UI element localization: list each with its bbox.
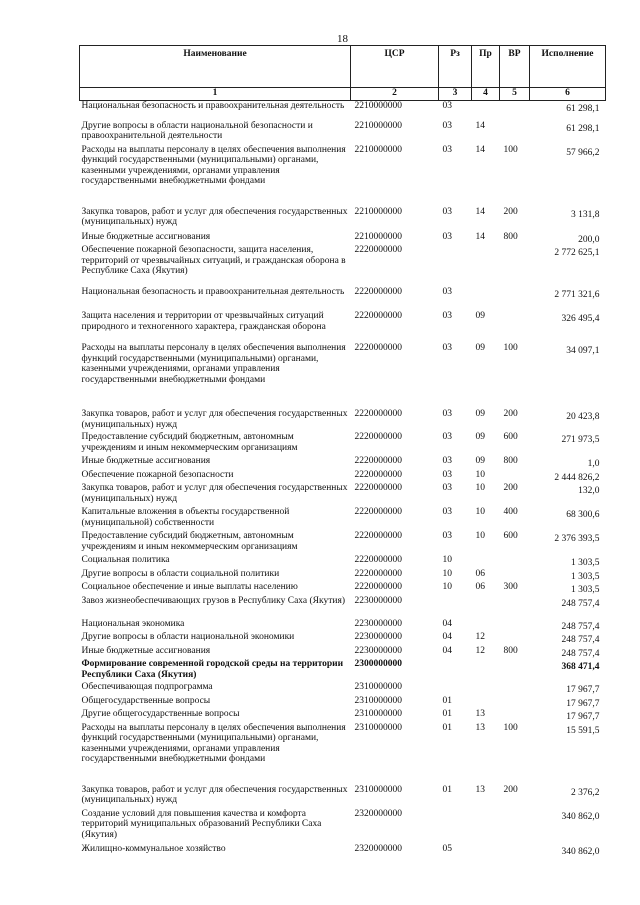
column-number: 5 xyxy=(500,88,530,101)
table-row xyxy=(80,659,606,682)
row-pr: 14 xyxy=(475,206,485,217)
row-vr xyxy=(500,287,530,311)
row-vr xyxy=(500,659,530,682)
table-row xyxy=(80,232,606,246)
row-amount: 248 757,4 xyxy=(561,648,600,659)
row-amount: 61 298,1 xyxy=(566,123,600,134)
row-amount: 2 376,2 xyxy=(571,787,600,798)
row-pr xyxy=(472,245,500,287)
row-vr xyxy=(500,569,530,583)
row-name: Закупка товаров, работ и услуг для обеспечения государственных (муниципальных) нужд xyxy=(81,206,348,227)
row-vr xyxy=(500,709,530,723)
row-vr xyxy=(500,844,530,858)
table-row xyxy=(80,456,606,470)
row-amount: 248 757,4 xyxy=(561,635,600,645)
row-pr: 13 xyxy=(475,784,485,795)
row-pr: 09 xyxy=(475,311,485,321)
row-rz: 04 xyxy=(442,618,452,629)
row-pr xyxy=(472,555,500,569)
row-rz: 03 xyxy=(442,231,452,242)
row-vr: 300 xyxy=(503,582,518,592)
row-amount: 1 303,5 xyxy=(571,571,600,582)
row-name: Предоставление субсидий бюджетным, автономным учреждениям и иным некоммерческим организациям xyxy=(81,432,298,453)
row-pr xyxy=(472,619,500,633)
row-amount: 1 303,5 xyxy=(571,585,600,595)
row-amount: 2 771 321,6 xyxy=(554,290,600,300)
row-code: 2230000000 xyxy=(354,632,402,642)
row-name: Закупка товаров, работ и услуг для обеспечения государственных (муниципальных) нужд xyxy=(81,784,348,805)
row-code: 2210000000 xyxy=(354,120,402,131)
header-name: Наименование xyxy=(80,46,351,88)
row-pr xyxy=(472,844,500,858)
row-pr: 10 xyxy=(475,507,485,517)
row-code: 2300000000 xyxy=(354,659,402,669)
row-amount: 61 298,1 xyxy=(566,104,600,114)
table-row xyxy=(80,432,606,456)
row-rz: 05 xyxy=(442,843,452,854)
row-rz: 03 xyxy=(442,531,452,541)
row-pr xyxy=(472,101,500,121)
row-code: 2320000000 xyxy=(354,843,402,854)
row-name: Формирование современной городской среды на территории Республики Саха (Якутия) xyxy=(81,659,344,680)
table-row xyxy=(80,632,606,646)
table-row xyxy=(80,596,606,619)
row-vr: 800 xyxy=(503,645,518,656)
row-vr: 200 xyxy=(503,483,518,493)
row-vr xyxy=(500,682,530,696)
table-row xyxy=(80,507,606,531)
row-code: 2230000000 xyxy=(354,618,402,629)
row-code: 2220000000 xyxy=(354,469,402,480)
row-vr xyxy=(500,101,530,121)
row-pr: 09 xyxy=(475,343,485,353)
row-code: 2220000000 xyxy=(354,531,402,541)
row-name: Социальная политика xyxy=(81,555,170,565)
table-row xyxy=(80,245,606,287)
row-rz: 03 xyxy=(442,483,452,493)
row-rz: 01 xyxy=(442,709,452,719)
row-amount: 34 097,1 xyxy=(566,346,600,356)
row-pr: 14 xyxy=(475,231,485,242)
row-name: Создание условий для повышения качества и комфорта территорий муниципальных образований Республики Саха (Якутия) xyxy=(81,808,322,840)
row-pr: 06 xyxy=(475,582,485,592)
row-vr xyxy=(500,245,530,287)
row-rz: 03 xyxy=(442,287,452,297)
row-code: 2230000000 xyxy=(354,595,402,606)
row-amount: 271 973,5 xyxy=(561,435,600,445)
row-vr: 200 xyxy=(503,784,518,795)
row-code: 2230000000 xyxy=(354,645,402,656)
row-name: Общегосударственные вопросы xyxy=(81,695,211,706)
row-rz: 01 xyxy=(442,722,452,733)
row-vr xyxy=(500,596,530,619)
row-code: 2220000000 xyxy=(354,483,402,493)
column-number: 3 xyxy=(439,88,472,101)
row-amount: 132,0 xyxy=(578,486,600,496)
table-row xyxy=(80,844,606,858)
row-vr: 800 xyxy=(503,456,518,466)
row-vr: 600 xyxy=(503,432,518,442)
row-name: Обеспечивающая подпрограмма xyxy=(81,682,213,692)
row-vr: 100 xyxy=(503,343,518,353)
table-row xyxy=(80,145,606,207)
row-code: 2210000000 xyxy=(354,144,402,155)
row-vr xyxy=(500,470,530,484)
row-rz xyxy=(439,809,472,844)
row-vr: 400 xyxy=(503,507,518,517)
row-pr: 09 xyxy=(475,409,485,419)
row-name: Другие вопросы в области социальной политики xyxy=(81,568,280,579)
row-amount: 1 303,5 xyxy=(571,558,600,568)
row-rz: 04 xyxy=(442,645,452,656)
row-rz: 10 xyxy=(442,555,452,565)
table-row xyxy=(80,470,606,484)
row-amount: 20 423,8 xyxy=(566,412,600,422)
row-code: 2220000000 xyxy=(354,409,402,419)
row-name: Иные бюджетные ассигнования xyxy=(81,645,211,656)
row-pr xyxy=(472,287,500,311)
table-row xyxy=(80,101,606,121)
row-name: Предоставление субсидий бюджетным, автономным учреждениям и иным некоммерческим организациям xyxy=(81,531,298,552)
row-amount: 2 376 393,5 xyxy=(554,534,600,544)
row-name: Расходы на выплаты персоналу в целях обеспечения выполнения функций государственными (муниципальными) органами, казенными учреждениями, органами управления государственными внебюджетными фондами xyxy=(81,343,346,385)
row-rz: 10 xyxy=(442,568,452,579)
row-rz: 03 xyxy=(442,311,452,321)
row-pr: 14 xyxy=(475,144,485,155)
row-code: 2220000000 xyxy=(354,456,402,466)
header-csr: ЦСР xyxy=(351,46,439,88)
table-row xyxy=(80,709,606,723)
table-row xyxy=(80,809,606,844)
row-name: Расходы на выплаты персоналу в целях обеспечения выполнения функций государственными (муниципальными) органами, казенными учреждениями, органами управления государственными внебюджетными фондами xyxy=(81,144,346,186)
table-row xyxy=(80,619,606,633)
budget-table xyxy=(79,45,606,857)
row-amount: 17 967,7 xyxy=(566,698,600,709)
row-name: Другие общегосударственные вопросы xyxy=(81,709,240,719)
row-name: Расходы на выплаты персоналу в целях обеспечения выполнения функций государственными (муниципальными) органами, казенными учреждениями, органами управления государственными внебюджетными фондами xyxy=(81,722,346,764)
row-pr: 12 xyxy=(475,645,485,656)
row-code: 2310000000 xyxy=(354,722,402,733)
row-code: 2310000000 xyxy=(354,784,402,795)
row-vr: 100 xyxy=(503,144,518,155)
row-rz: 01 xyxy=(442,695,452,706)
row-rz: 03 xyxy=(442,456,452,466)
row-code: 2220000000 xyxy=(354,245,402,255)
row-code: 2210000000 xyxy=(354,206,402,217)
row-pr xyxy=(472,696,500,710)
row-code: 2220000000 xyxy=(354,555,402,565)
row-vr xyxy=(500,311,530,343)
row-name: Социальное обеспечение и иные выплаты населению xyxy=(81,582,298,592)
header-pr: Пр xyxy=(472,46,500,88)
table-row xyxy=(80,121,606,145)
page-number: 18 xyxy=(337,33,348,45)
row-rz: 03 xyxy=(442,120,452,131)
row-pr xyxy=(472,682,500,696)
header-exec: Исполнение xyxy=(530,46,606,88)
row-code: 2220000000 xyxy=(354,568,402,579)
table-row xyxy=(80,696,606,710)
table-row xyxy=(80,682,606,696)
row-pr xyxy=(472,659,500,682)
row-pr xyxy=(472,596,500,619)
row-amount: 3 131,8 xyxy=(571,209,600,220)
row-amount: 2 772 625,1 xyxy=(554,248,600,258)
row-name: Закупка товаров, работ и услуг для обеспечения государственных (муниципальных) нужд xyxy=(81,409,348,430)
table-row xyxy=(80,646,606,660)
row-code: 2220000000 xyxy=(354,582,402,592)
row-name: Национальная безопасность и правоохранительная деятельность xyxy=(81,101,345,111)
row-rz: 01 xyxy=(442,784,452,795)
row-rz: 04 xyxy=(442,632,452,642)
row-code: 2220000000 xyxy=(354,311,402,321)
row-rz xyxy=(439,659,472,682)
row-amount: 200,0 xyxy=(578,234,600,245)
row-rz xyxy=(439,596,472,619)
row-code: 2220000000 xyxy=(354,432,402,442)
row-name: Обеспечение пожарной безопасности xyxy=(81,469,234,480)
column-number-row xyxy=(80,88,606,101)
table-row xyxy=(80,311,606,343)
row-amount: 340 862,0 xyxy=(561,846,600,857)
row-vr xyxy=(500,696,530,710)
row-vr xyxy=(500,121,530,145)
row-vr: 200 xyxy=(503,206,518,217)
row-pr: 13 xyxy=(475,709,485,719)
table-row xyxy=(80,531,606,555)
row-rz: 03 xyxy=(442,409,452,419)
row-vr xyxy=(500,809,530,844)
row-amount: 1,0 xyxy=(587,459,600,469)
row-name: Обеспечение пожарной безопасности, защита населения, территорий от чрезвычайных ситуаций, и гражданская оборона в Республике Саха (Якутия) xyxy=(81,245,346,276)
table-row xyxy=(80,207,606,232)
row-name: Национальная экономика xyxy=(81,618,185,629)
table-row xyxy=(80,555,606,569)
row-amount: 248 757,4 xyxy=(561,621,600,632)
row-rz: 10 xyxy=(442,582,452,592)
column-number: 2 xyxy=(351,88,439,101)
row-vr: 800 xyxy=(503,231,518,242)
header-rz: Рз xyxy=(439,46,472,88)
row-code: 2310000000 xyxy=(354,695,402,706)
row-vr xyxy=(500,555,530,569)
row-rz: 03 xyxy=(442,206,452,217)
row-code: 2210000000 xyxy=(354,101,402,111)
row-code: 2220000000 xyxy=(354,507,402,517)
row-name: Защита населения и территории от чрезвычайных ситуаций природного и техногенного характера, гражданская оборона xyxy=(81,311,326,332)
row-amount: 248 757,4 xyxy=(561,598,600,609)
row-rz xyxy=(439,245,472,287)
row-amount: 15 591,5 xyxy=(566,725,600,736)
row-pr: 14 xyxy=(475,120,485,131)
row-amount: 68 300,6 xyxy=(566,510,600,520)
row-pr: 10 xyxy=(475,531,485,541)
column-number: 4 xyxy=(472,88,500,101)
row-code: 2320000000 xyxy=(354,808,402,819)
table-header-row xyxy=(80,46,606,88)
row-amount: 17 967,7 xyxy=(566,712,600,722)
row-code: 2220000000 xyxy=(354,287,402,297)
row-rz: 03 xyxy=(442,343,452,353)
table-row xyxy=(80,569,606,583)
row-amount: 368 471,4 xyxy=(561,662,600,672)
table-row xyxy=(80,287,606,311)
row-pr: 12 xyxy=(475,632,485,642)
row-pr xyxy=(472,809,500,844)
row-code: 2210000000 xyxy=(354,231,402,242)
table-row xyxy=(80,343,606,409)
row-code: 2310000000 xyxy=(354,682,402,692)
row-pr: 10 xyxy=(475,483,485,493)
row-pr: 13 xyxy=(475,722,485,733)
row-pr: 10 xyxy=(475,469,485,480)
row-vr xyxy=(500,632,530,646)
row-pr: 09 xyxy=(475,432,485,442)
row-name: Капитальные вложения в объекты государственной (муниципальной) собственности xyxy=(81,507,290,528)
row-name: Иные бюджетные ассигнования xyxy=(81,231,211,242)
column-number: 1 xyxy=(80,88,351,101)
row-name: Закупка товаров, работ и услуг для обеспечения государственных (муниципальных) нужд xyxy=(81,483,348,504)
row-vr: 100 xyxy=(503,722,518,733)
table-row xyxy=(80,785,606,809)
row-pr: 09 xyxy=(475,456,485,466)
row-vr: 600 xyxy=(503,531,518,541)
row-amount: 57 966,2 xyxy=(566,147,600,158)
row-vr xyxy=(500,619,530,633)
table-row xyxy=(80,582,606,596)
table-row xyxy=(80,409,606,432)
row-rz: 03 xyxy=(442,507,452,517)
column-number: 6 xyxy=(530,88,606,101)
row-amount: 17 967,7 xyxy=(566,685,600,695)
row-rz: 03 xyxy=(442,469,452,480)
row-vr: 200 xyxy=(503,409,518,419)
table-row xyxy=(80,483,606,507)
row-amount: 340 862,0 xyxy=(561,811,600,822)
table-row xyxy=(80,723,606,785)
row-rz xyxy=(439,682,472,696)
row-pr: 06 xyxy=(475,568,485,579)
row-name: Национальная безопасность и правоохранительная деятельность xyxy=(81,287,345,297)
row-rz: 03 xyxy=(442,144,452,155)
row-name: Иные бюджетные ассигнования xyxy=(81,456,211,466)
row-rz: 03 xyxy=(442,101,452,111)
row-name: Жилищно-коммунальное хозяйство xyxy=(81,843,226,854)
row-name: Другие вопросы в области национальной безопасности и правоохранительной деятельности xyxy=(81,120,313,141)
row-code: 2310000000 xyxy=(354,709,402,719)
row-name: Завоз жизнеобеспечивающих грузов в Республику Саха (Якутия) xyxy=(81,595,345,606)
row-rz: 03 xyxy=(442,432,452,442)
row-amount: 2 444 826,2 xyxy=(554,472,600,483)
row-code: 2220000000 xyxy=(354,343,402,353)
row-amount: 326 495,4 xyxy=(561,314,600,324)
row-name: Другие вопросы в области национальной экономики xyxy=(81,632,295,642)
header-vr: ВР xyxy=(500,46,530,88)
